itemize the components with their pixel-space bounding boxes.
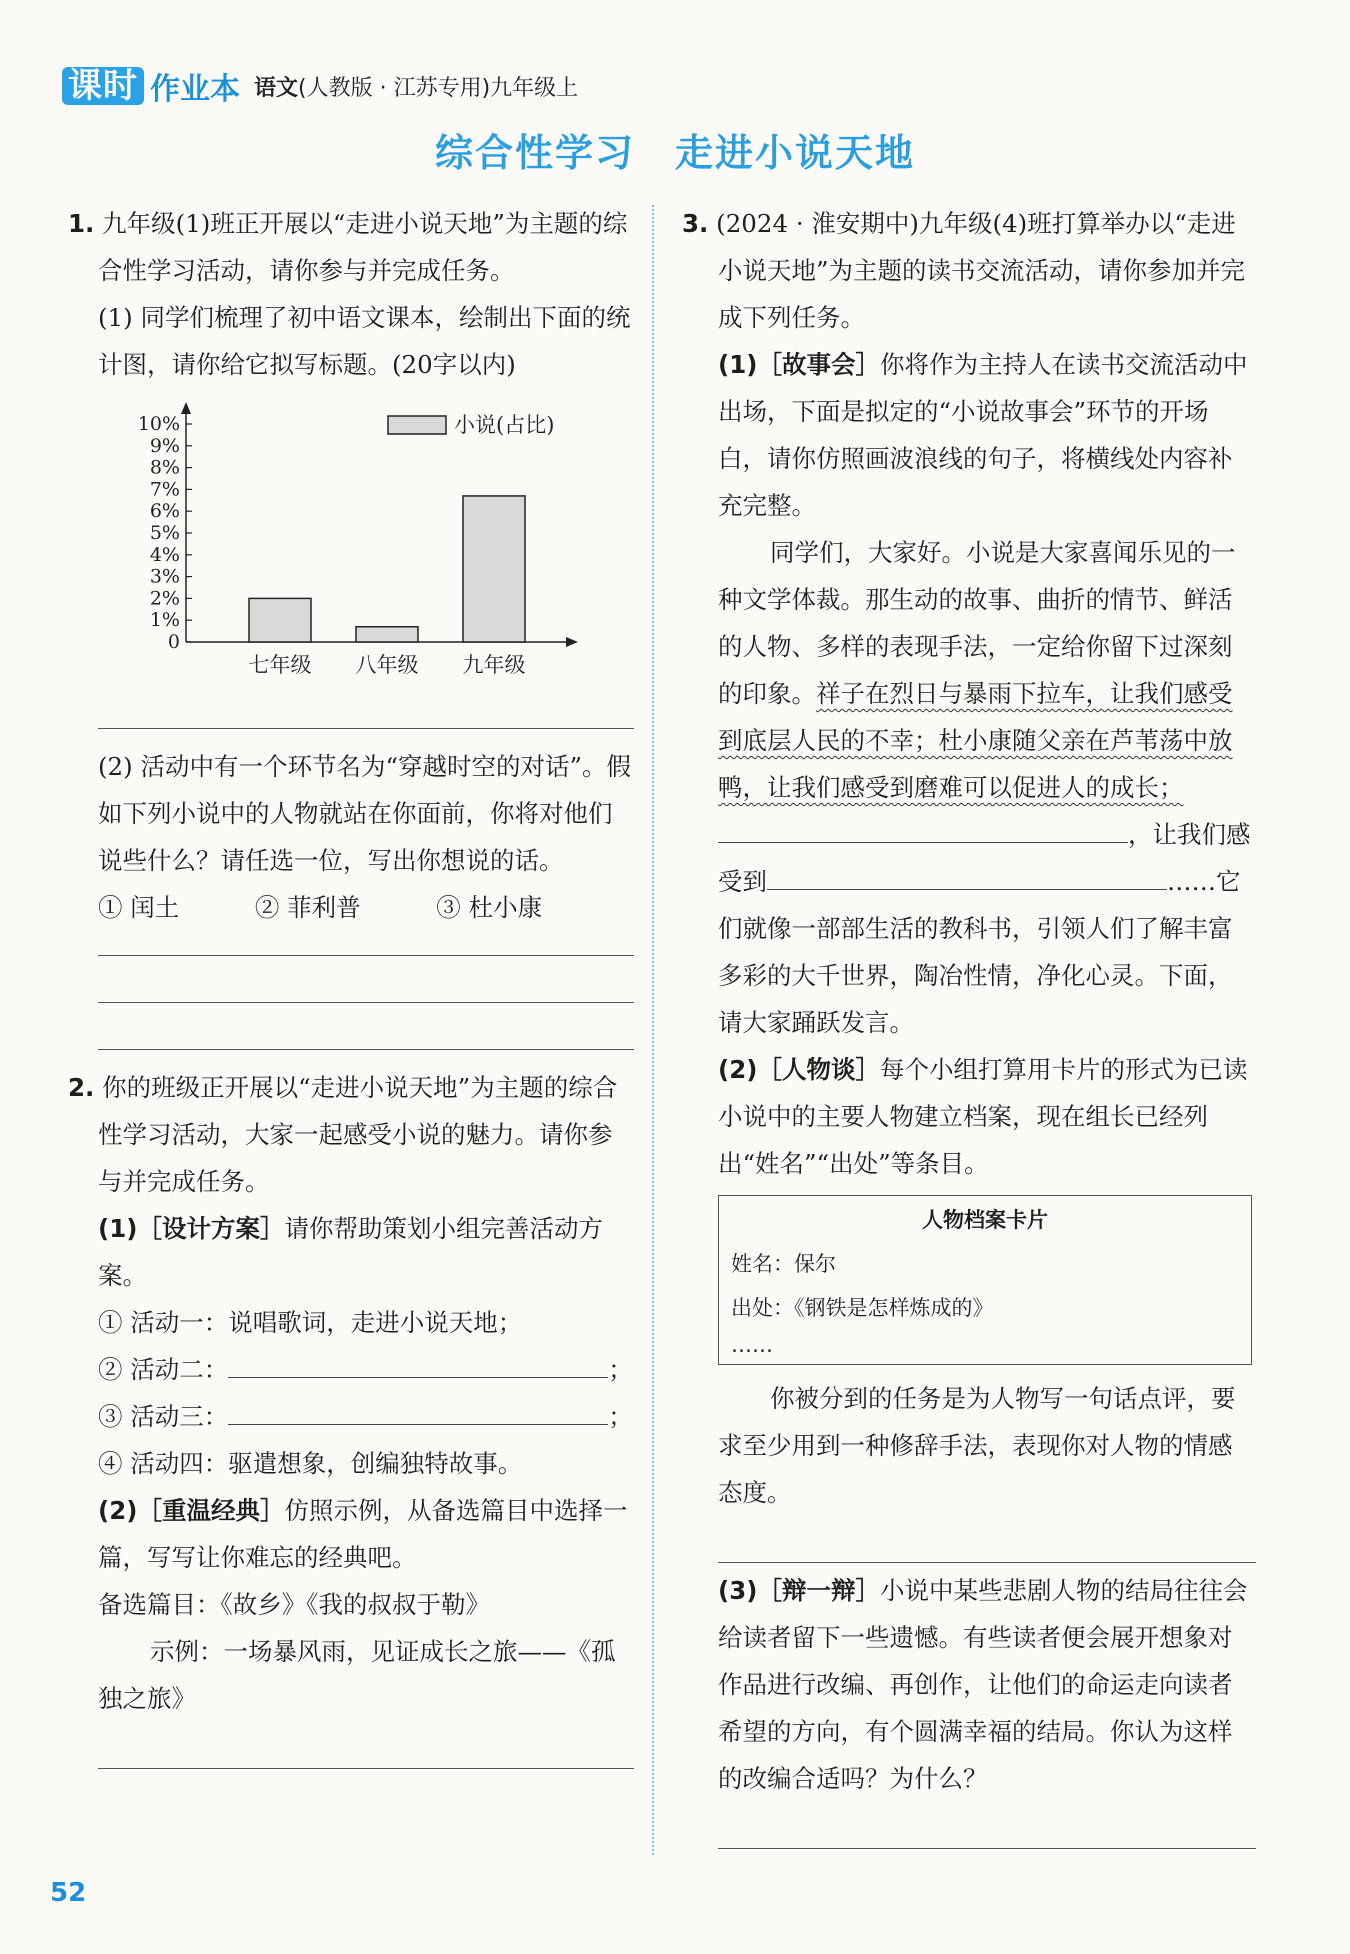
q3-number: 3.	[682, 209, 709, 238]
q3-part3	[718, 1567, 1256, 1802]
bar	[249, 598, 311, 642]
left-column	[62, 200, 634, 1769]
logo-text: 作业本	[150, 72, 240, 107]
bar-chart	[98, 396, 658, 696]
page-title: 综合性学习 走进小说天地	[434, 131, 915, 175]
y-tick-label: 1%	[149, 609, 180, 632]
q2-number: 2.	[68, 1073, 95, 1102]
page-number: 52	[50, 1878, 87, 1908]
y-tick-label: 2%	[149, 587, 180, 610]
y-tick-label: 8%	[149, 456, 180, 479]
y-tick-label: 3%	[149, 565, 180, 588]
subject-bold: 语文	[254, 75, 299, 101]
passage-intro: 同学们，大家好。小说是大家喜闻乐见的一种文学体裁。那生动的故事、曲折的情节、鲜活的人物、多样的表现手法，一定给你留下过深刻的印象。	[718, 538, 1236, 708]
card-source: 出处：《钢铁是怎样炼成的》	[731, 1296, 994, 1320]
q2-p2-tag: (2)［重温经典］	[98, 1496, 285, 1525]
activity-2-blank[interactable]	[228, 1353, 608, 1379]
activity-2	[62, 1346, 634, 1393]
y-tick-label: 4%	[149, 543, 180, 566]
q2-part1	[62, 1205, 634, 1299]
q2-part2	[62, 1487, 634, 1581]
option-runtu: ① 闰土	[98, 893, 180, 922]
q3-p1-text: 你将作为主持人在读书交流活动中出场，下面是拟定的“小说故事会”环节的开场白，请你仿照画波浪线的句子，将横线处内容补充完整。	[718, 350, 1248, 520]
answer-line[interactable]	[98, 1047, 634, 1050]
q3-p2-text: 每个小组打算用卡片的形式为已读小说中的主要人物建立档案，现在组长已经列出“姓名”“出处”等条目。	[718, 1055, 1248, 1178]
card-title: 人物档案卡片	[922, 1208, 1048, 1232]
x-tick-label: 八年级	[355, 653, 419, 677]
q1-options	[62, 884, 634, 931]
y-tick-label: 0	[167, 631, 180, 653]
q1-stem	[62, 200, 634, 294]
passage-outro: ……它们就像一部部生活的教科书，引领人们了解丰富多彩的大千世界，陶冶性情，净化心灵。下面，请大家踊跃发言。	[718, 867, 1241, 1037]
activity-2-label: ② 活动二：	[98, 1355, 229, 1384]
page-header	[62, 64, 578, 108]
legend-swatch	[388, 416, 446, 434]
q3-part2-task: 你被分到的任务是为人物写一句话点评，要求至少用到一种修辞手法，表现你对人物的情感态度。	[718, 1384, 1236, 1507]
answer-line[interactable]	[98, 1000, 634, 1003]
q2-options: 备选篇目：《故乡》《我的叔叔于勒》	[98, 1590, 490, 1619]
passage-blank-2[interactable]	[1018, 818, 1128, 844]
activity-3	[62, 1393, 634, 1440]
q1-part2: (2) 活动中有一个环节名为“穿越时空的对话”。假如下列小说中的人物就站在你面前，你将对他们说些什么？请任选一位，写出你想说的话。	[98, 752, 632, 875]
q2-example: 示例：一场暴风雨，见证成长之旅——《孤独之旅》	[98, 1637, 616, 1713]
answer-line[interactable]	[718, 1560, 1256, 1563]
character-card	[718, 1195, 1252, 1365]
y-tick-label: 7%	[149, 478, 180, 501]
q2-stem-text: 你的班级正开展以“走进小说天地”为主题的综合性学习活动，大家一起感受小说的魅力。请你参与并完成任务。	[98, 1073, 618, 1196]
y-tick-label: 9%	[149, 434, 180, 457]
option-philippe: ② 菲利普	[254, 893, 361, 922]
q2-p1-tag: (1)［设计方案］	[98, 1214, 285, 1243]
q1-number: 1.	[68, 209, 95, 238]
x-axis-arrow	[566, 637, 578, 647]
answer-line[interactable]	[98, 953, 634, 956]
q3-part2	[718, 1046, 1256, 1187]
q3-p1-tag: (1)［故事会］	[718, 350, 880, 379]
x-tick-label: 七年级	[248, 653, 312, 677]
y-tick-label: 6%	[149, 500, 180, 523]
activity-3-blank[interactable]	[228, 1400, 608, 1426]
card-name: 姓名：保尔	[731, 1252, 836, 1276]
q2-stem	[62, 1064, 634, 1205]
q3-p3-text: 小说中某些悲剧人物的结局往往会给读者留下一些遗憾。有些读者便会展开想象对作品进行改编、再创作，让他们的命运走向读者希望的方向，有个圆满幸福的结局。你认为这样的改编合适吗？为什么？	[718, 1576, 1248, 1793]
bar	[463, 496, 525, 642]
q3-passage	[718, 529, 1256, 1046]
answer-line[interactable]	[98, 726, 634, 729]
q1-part1: (1) 同学们梳理了初中语文课本，绘制出下面的统计图，请你给它拟写标题。(20字以内)	[98, 303, 631, 379]
right-column	[682, 200, 1256, 1849]
y-tick-label: 10%	[137, 413, 180, 435]
legend-label: 小说(占比)	[454, 413, 555, 437]
activity-3-label: ③ 活动三：	[98, 1402, 229, 1431]
passage-blank-1[interactable]	[718, 818, 1018, 844]
q3-p3-tag: (3)［辩一辩］	[718, 1576, 880, 1605]
q3-stem	[682, 200, 1256, 341]
bar	[356, 627, 418, 642]
q3-p2-tag: (2)［人物谈］	[718, 1055, 880, 1084]
logo: 课时	[62, 67, 144, 105]
passage-blank-3[interactable]	[767, 865, 1007, 891]
passage-wavy-sentence: 祥子在烈日与暴雨下拉车，让我们感受到底层人民的不幸；杜小康随父亲在芦苇荡中放鸭，让我们感受到磨难可以促进人的成长；	[718, 679, 1233, 802]
semicolon: ；	[608, 1402, 633, 1431]
option-duxiaokang: ③ 杜小康	[436, 893, 543, 922]
q2-p1-text: 请你帮助策划小组完善活动方案。	[98, 1214, 603, 1290]
y-tick-label: 5%	[149, 522, 180, 544]
semicolon: ；	[608, 1355, 633, 1384]
q3-stem-text: (2024 · 淮安期中)九年级(4)班打算举办以“走进小说天地”为主题的读书交流活动，请你参加并完成下列任务。	[716, 209, 1246, 332]
q3-part1	[718, 341, 1256, 529]
q1-stem-text: 九年级(1)班正开展以“走进小说天地”为主题的综合性学习活动，请你参与并完成任务。	[98, 209, 628, 285]
activity-1: ① 活动一：说唱歌词，走进小说天地；	[98, 1308, 523, 1337]
subject-rest: (人教版 · 江苏专用)九年级上	[298, 75, 579, 101]
x-tick-label: 九年级	[462, 653, 526, 677]
passage-blank-4[interactable]	[1007, 865, 1167, 891]
subject-label	[254, 71, 578, 102]
card-more: ……	[731, 1333, 773, 1357]
answer-line[interactable]	[98, 1766, 634, 1769]
activity-4: ④ 活动四：驱遣想象，创编独特故事。	[98, 1449, 523, 1478]
q2-p2-text: 仿照示例，从备选篇目中选择一篇，写写让你难忘的经典吧。	[98, 1496, 628, 1572]
answer-line[interactable]	[718, 1846, 1256, 1849]
y-axis-arrow	[181, 402, 191, 414]
passage-mid: ，让我们感受到	[718, 820, 1251, 896]
